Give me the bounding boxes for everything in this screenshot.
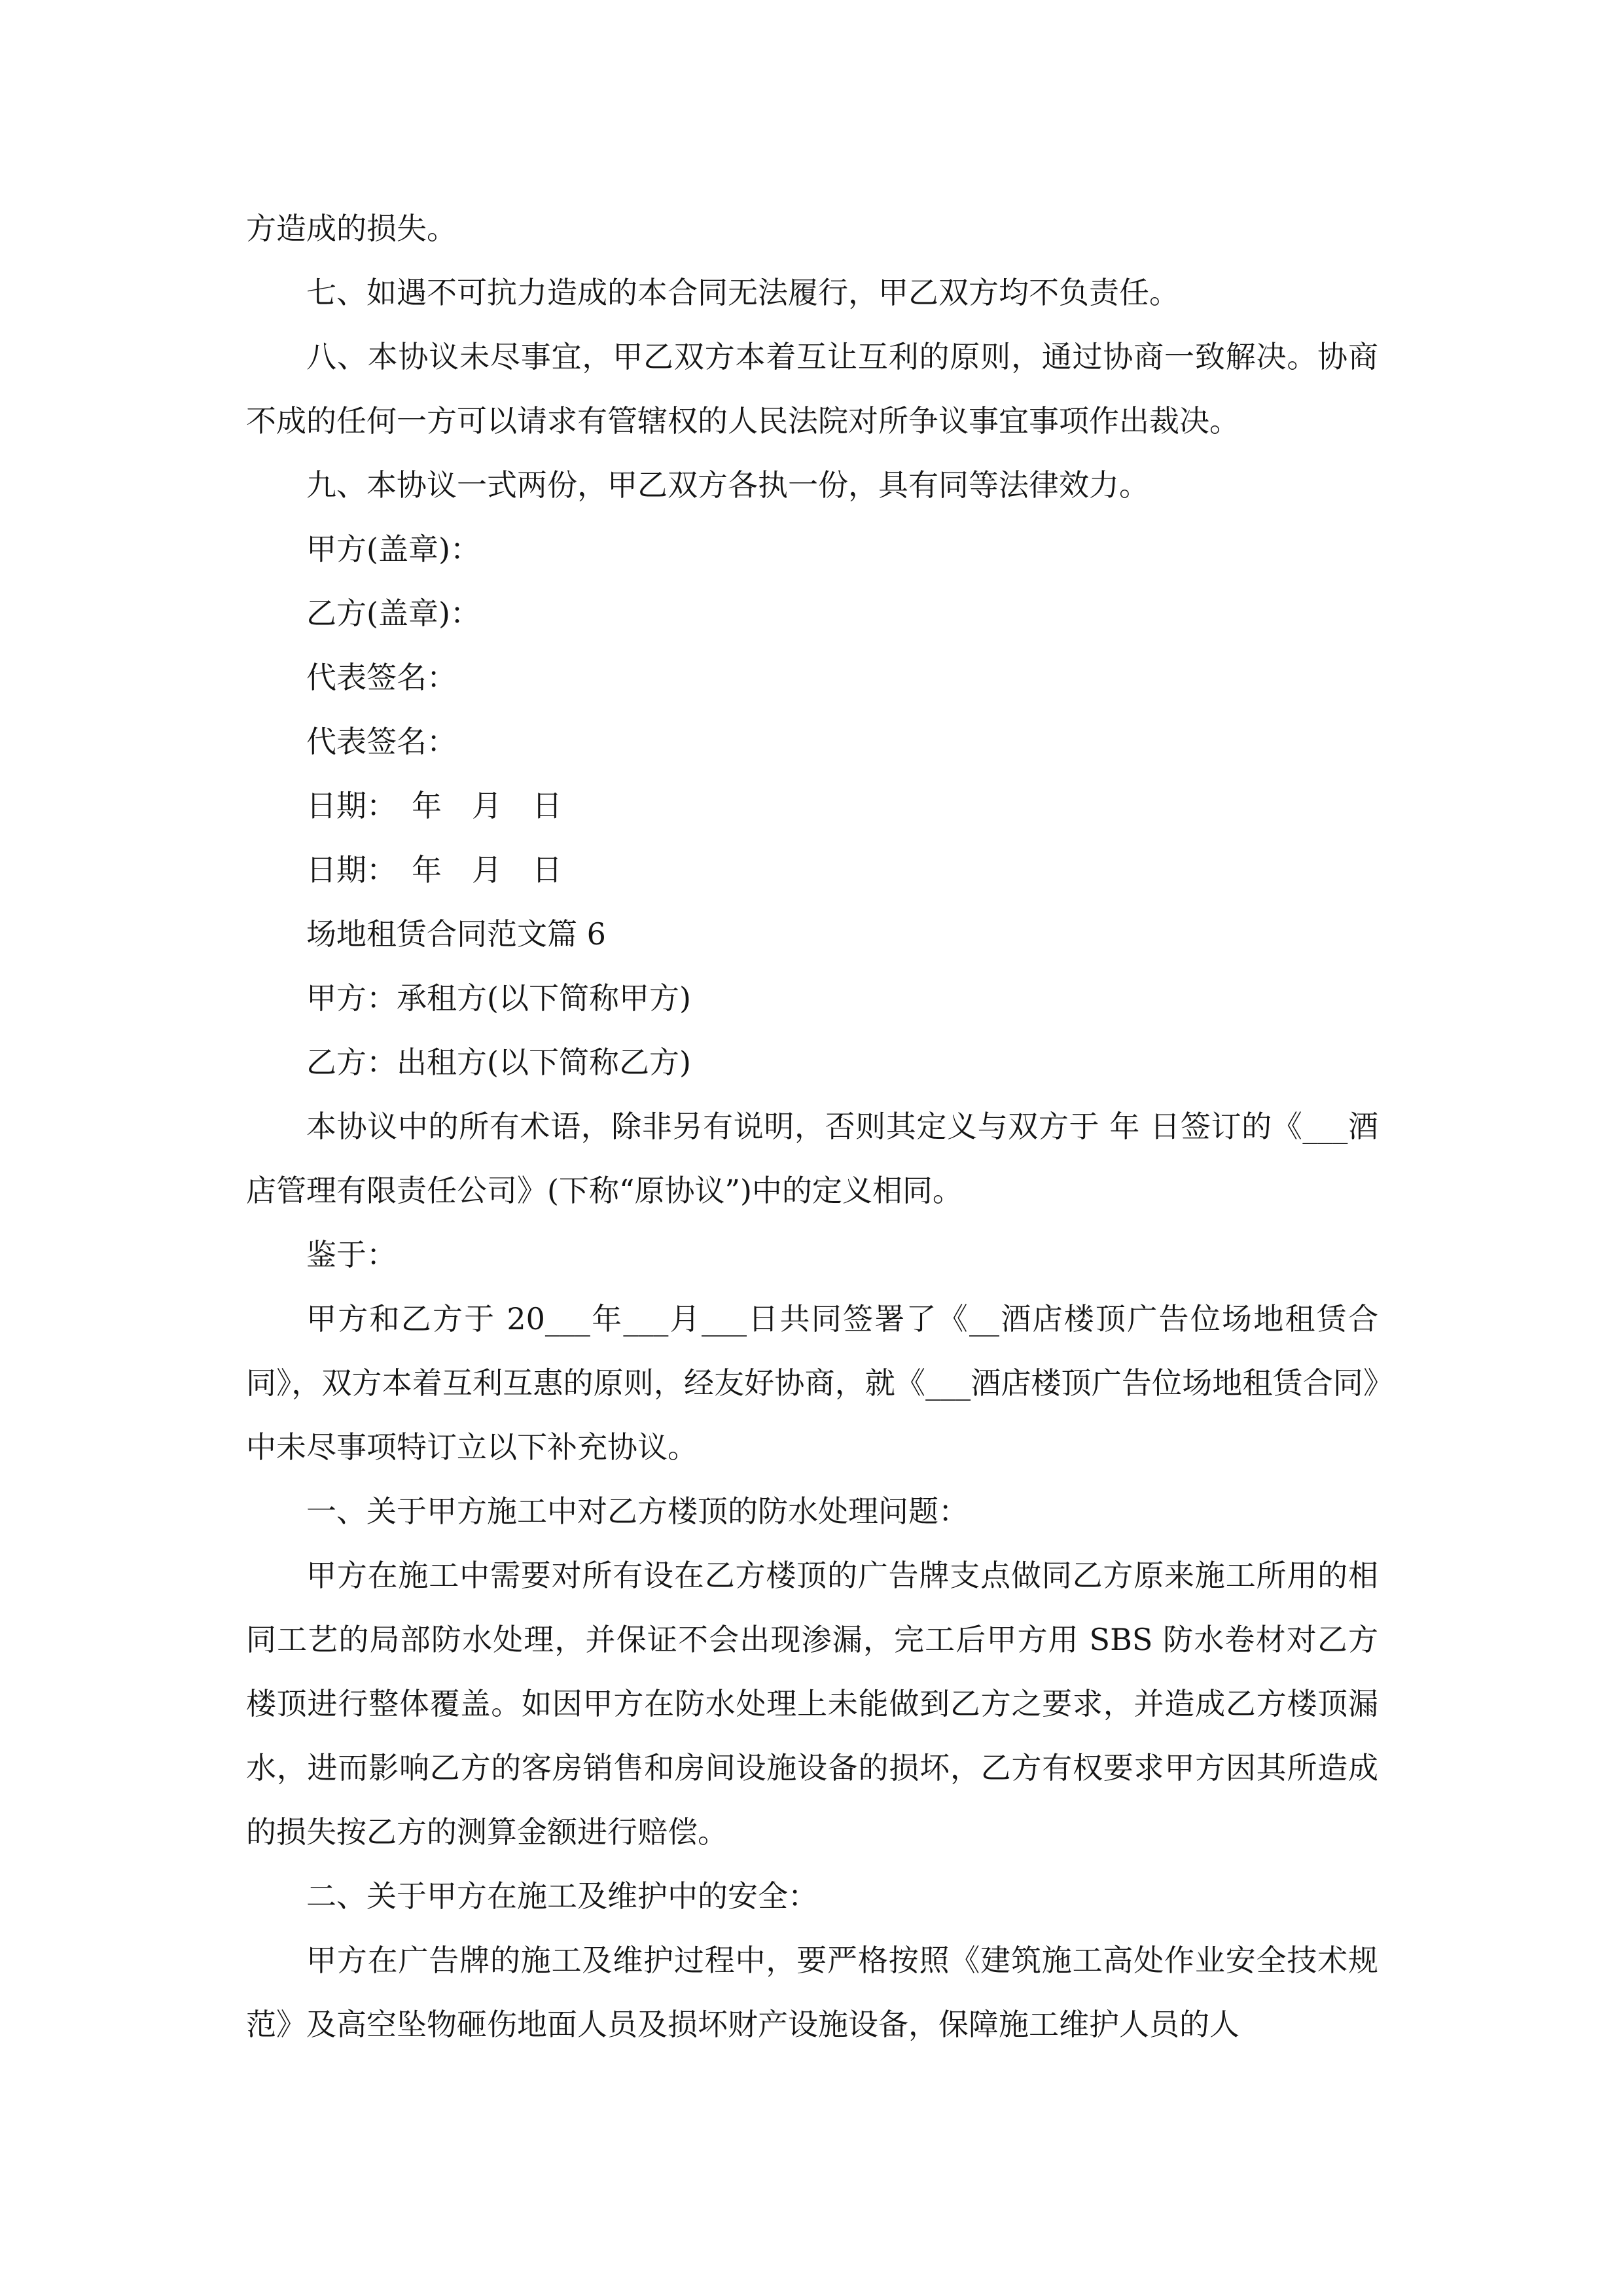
document-body [246, 196, 1378, 2056]
representative-signature-line: 代表签名： [306, 724, 457, 759]
clause-1-heading: 一、关于甲方施工中对乙方楼顶的防水处理问题： [306, 1494, 969, 1529]
section-title: 场地租赁合同范文篇 6 [306, 916, 606, 952]
date-line: 日期： 年 月 日 [306, 852, 562, 888]
definitions-paragraph: 本协议中的所有术语，除非另有说明，否则其定义与双方于 年 日签订的《___酒店管理有限责任公司》(下称“原协议”)中的定义相同。 [246, 1109, 1378, 1208]
clause-8: 八、本协议未尽事宜，甲乙双方本着互让互利的原则，通过协商一致解决。协商不成的任何一方可以请求有管辖权的人民法院对所争议事宜事项作出裁决。 [246, 339, 1378, 439]
date-line: 日期： 年 月 日 [306, 788, 562, 823]
clause-1-body: 甲方在施工中需要对所有设在乙方楼顶的广告牌支点做同乙方原来施工所用的相同工艺的局部防水处理，并保证不会出现渗漏，完工后甲方用 SBS 防水卷材对乙方楼顶进行整体覆盖。如因甲方在防水处理上未能做到乙方之要求，并造成乙方楼顶漏水，进而影响乙方的客房销售和房间设施设备的损坏，乙方有权要求甲方因其所造成的损失按乙方的测算金额进行赔偿。 [246, 1558, 1378, 1850]
paragraph-continued: 方造成的损失。 [246, 211, 457, 246]
representative-signature-line: 代表签名： [306, 660, 457, 695]
party-a-seal-line: 甲方(盖章)： [306, 531, 480, 567]
party-b-line: 乙方：出租方(以下简称乙方) [306, 1045, 691, 1080]
party-b-seal-line: 乙方(盖章)： [306, 596, 480, 631]
whereas-heading: 鉴于： [306, 1237, 397, 1272]
clause-2-body: 甲方在广告牌的施工及维护过程中，要严格按照《建筑施工高处作业安全技术规范》及高空坠物砸伤地面人员及损坏财产设施设备，保障施工维护人员的人 [246, 1943, 1378, 2042]
clause-9: 九、本协议一式两份，甲乙双方各执一份，具有同等法律效力。 [306, 467, 1149, 503]
party-a-line: 甲方：承租方(以下简称甲方) [306, 980, 691, 1016]
clause-2-heading: 二、关于甲方在施工及维护中的安全： [306, 1878, 818, 1914]
recital-paragraph: 甲方和乙方于 20___年___月___日共同签署了《__酒店楼顶广告位场地租赁合同》，双方本着互利互惠的原则，经友好协商，就《___酒店楼顶广告位场地租赁合同》中未尽事项特订立以下补充协议。 [246, 1301, 1378, 1465]
clause-7: 七、如遇不可抗力造成的本合同无法履行，甲乙双方均不负责任。 [306, 275, 1179, 310]
